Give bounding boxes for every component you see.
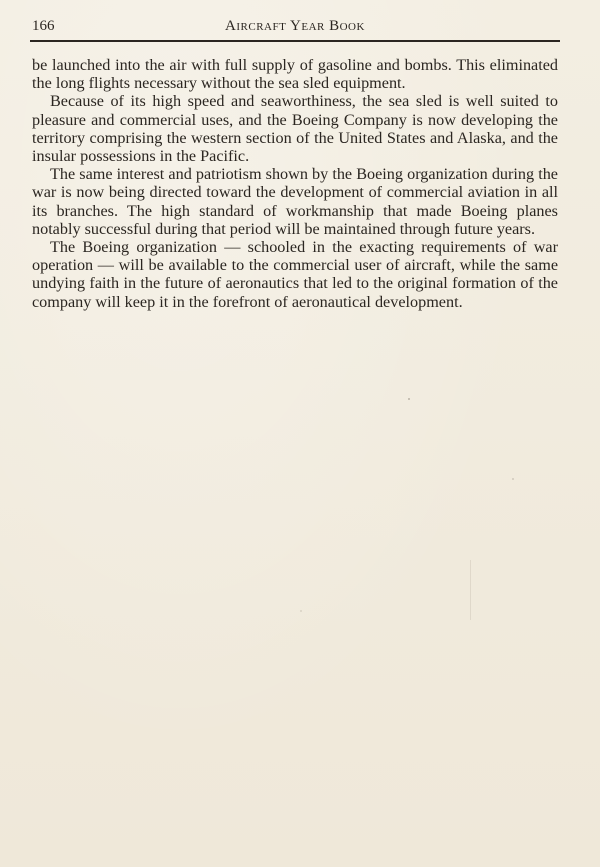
paragraph-continuation: be launched into the air with full supply of gasoline and bombs. This eliminated the long flights necessary without the sea sled equipment. <box>32 56 558 93</box>
book-title: Aircraft Year Book <box>225 18 365 34</box>
body-text <box>32 56 558 311</box>
paper-crease <box>470 560 471 620</box>
paragraph-commercial-aviation: The same interest and patriotism shown by the Boeing organization during the war is now being directed toward the development of commercial aviation in all its branches. The high standard of workmanship that made Boeing planes notably successful during that period will be maintained through future years. <box>32 165 558 238</box>
paper-speck <box>300 610 302 612</box>
header-rule <box>30 40 560 42</box>
paragraph-sea-sled: Because of its high speed and seaworthiness, the sea sled is well suited to pleasure and commercial uses, and the Boeing Company is now developing the territory comprising the western section of the United States and Alaska, and the insular possessions in the Pacific. <box>32 92 558 166</box>
paper-speck <box>408 398 410 400</box>
page-number: 166 <box>32 18 55 34</box>
paper-speck <box>512 478 514 480</box>
running-head <box>32 16 558 38</box>
paragraph-boeing-organization: The Boeing organization — schooled in the exacting requirements of war operation — will be available to the commercial user of aircraft, while the same undying faith in the future of aeronautics that led to the original formation of the company will keep it in the forefront of aeronautical development. <box>32 238 558 311</box>
